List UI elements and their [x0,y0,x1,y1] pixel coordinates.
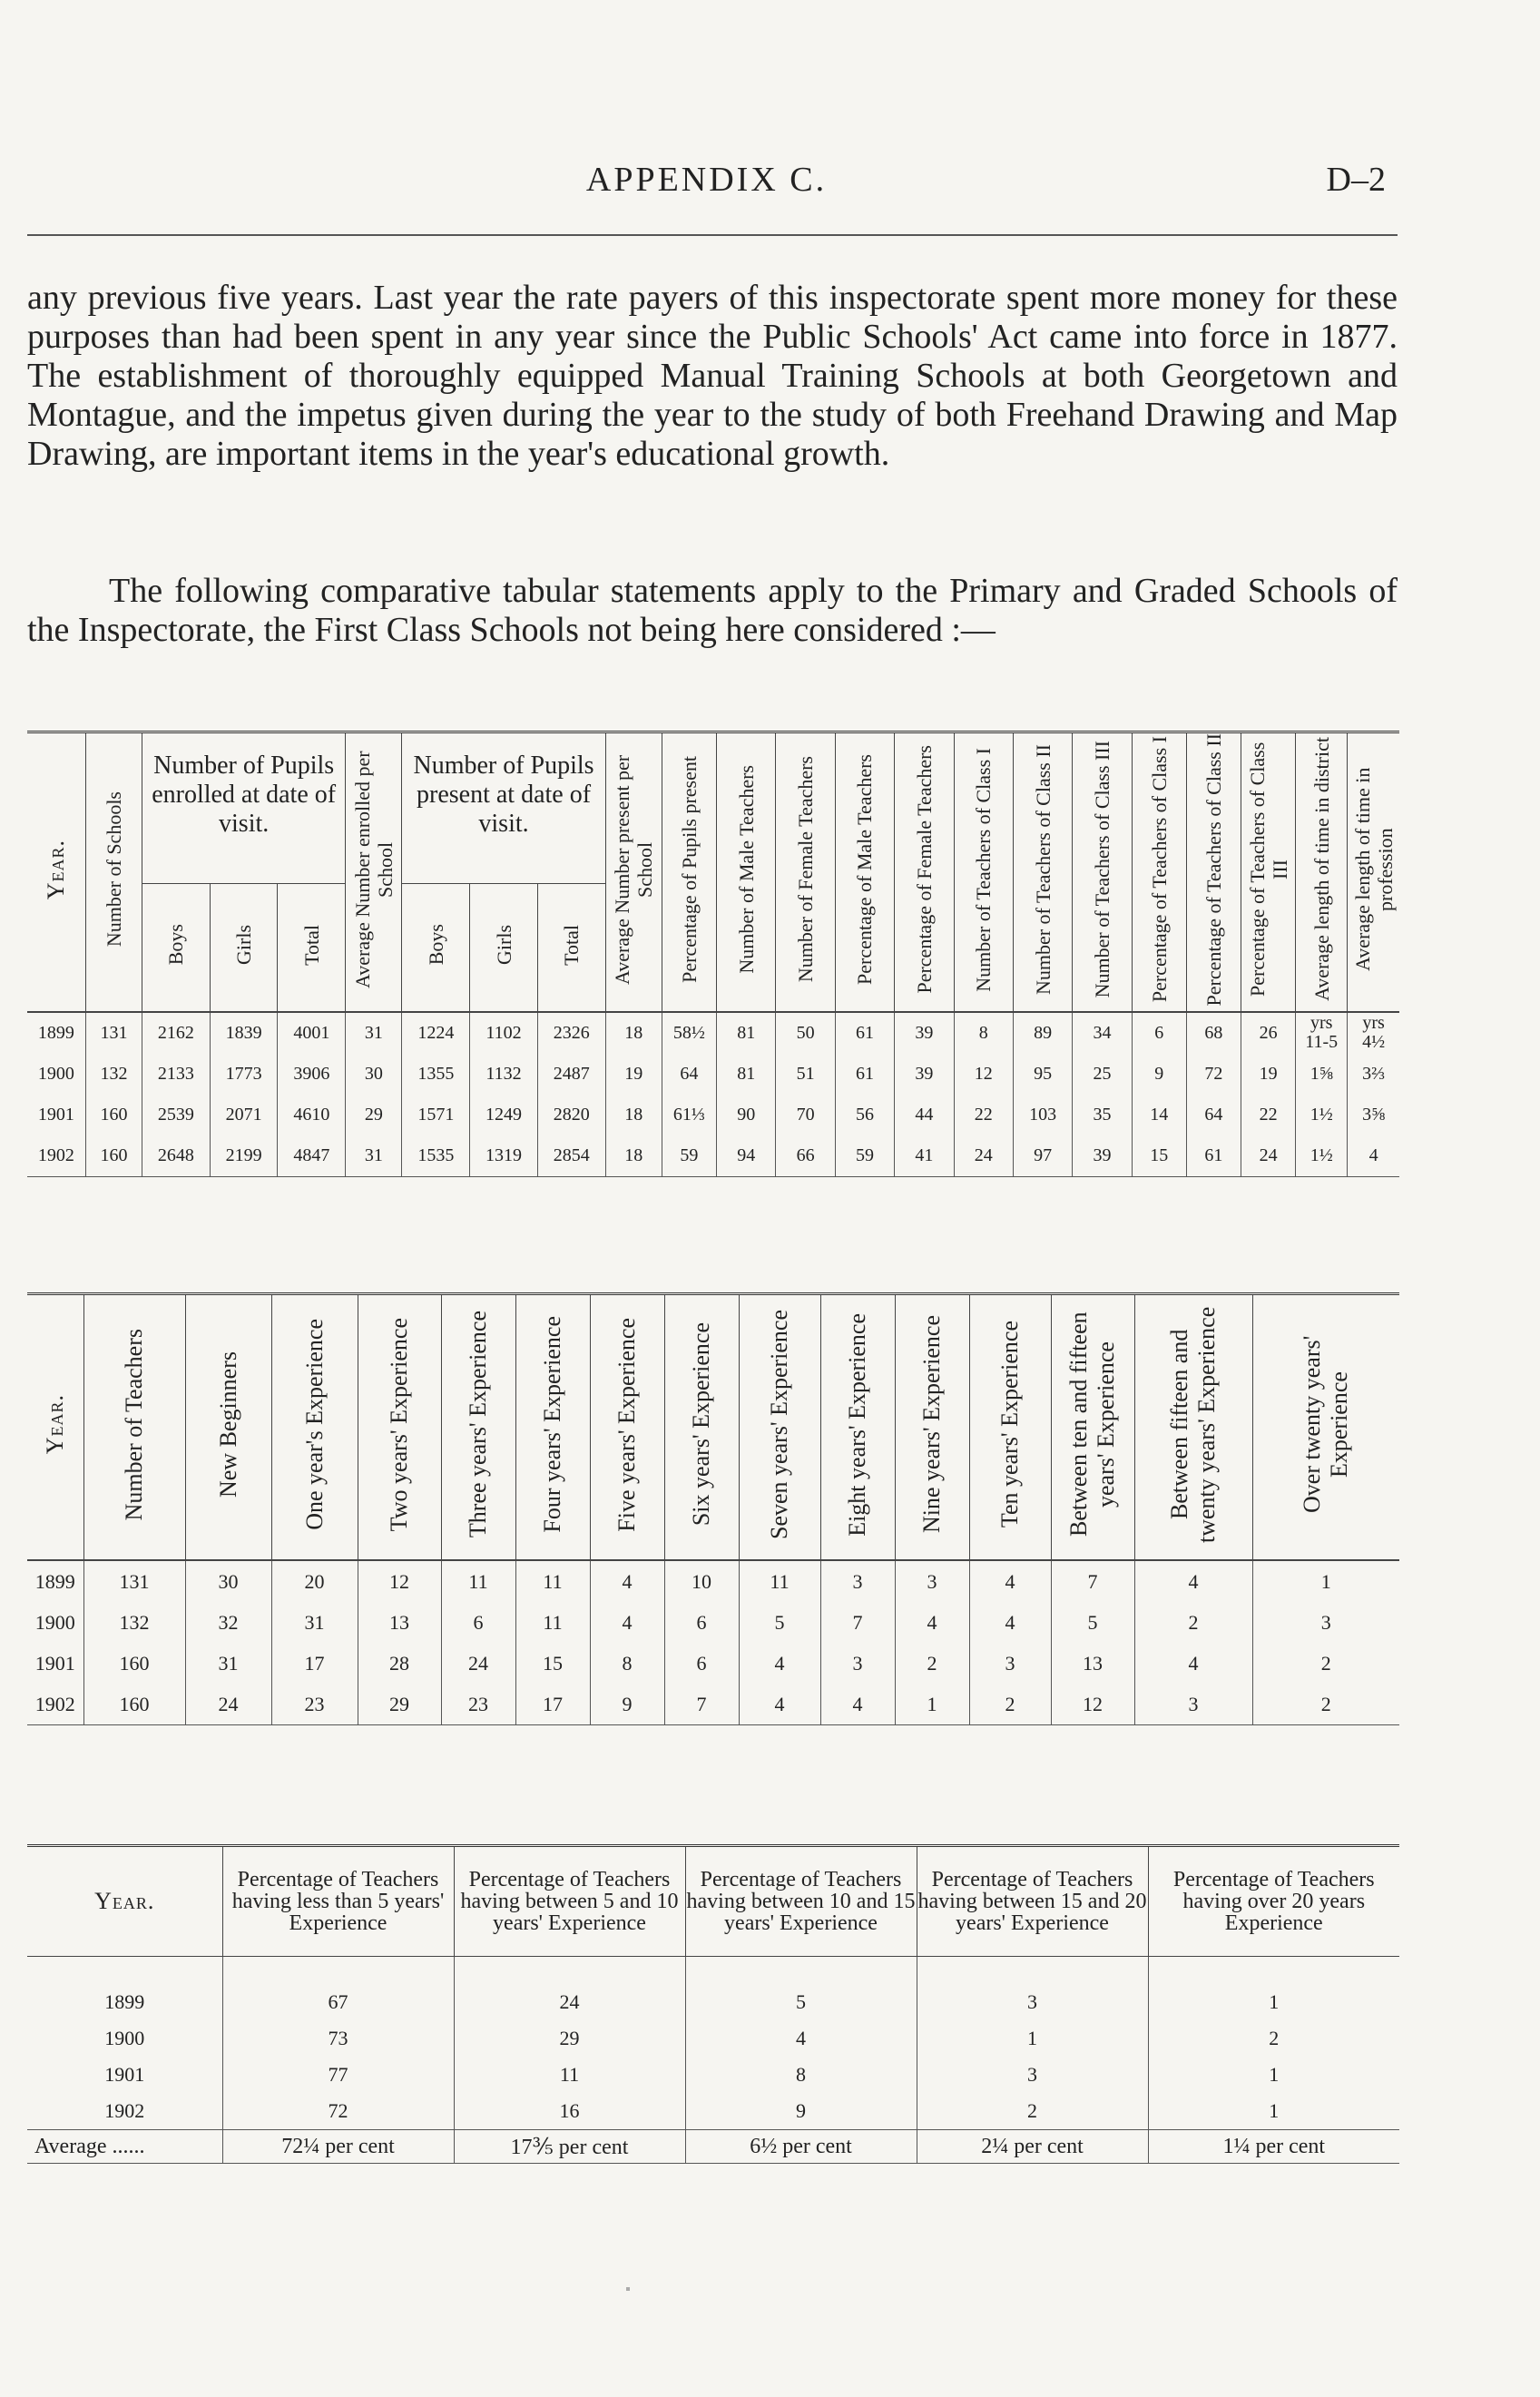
table-row [27,1054,1399,1095]
table-cell: 77 [222,2057,454,2093]
table-cell: 67 [222,1957,454,2021]
table-cell: 29 [358,1684,441,1725]
table-cell: 2071 [210,1095,278,1135]
header-time-profession: Average length of time in profession [1348,732,1399,1013]
table-cell: 61 [835,1012,894,1054]
header-seven-years: Seven years' Experience [739,1294,820,1561]
table-cell: 23 [271,1684,358,1725]
table-row [27,1560,1399,1602]
table-cell: 7 [1051,1560,1134,1602]
table-cell: 32 [185,1602,271,1643]
header-year: Year. [27,1294,83,1561]
statistics-table-schools [27,731,1399,1177]
table-cell: 9 [685,2093,917,2130]
table-cell: 4 [820,1684,895,1725]
unit-label: yrs [1362,1013,1385,1033]
table-cell: 2539 [142,1095,211,1135]
table-cell: 2820 [537,1095,605,1135]
header-enrolled-girls: Girls [210,884,278,1013]
table-cell: 7 [664,1684,739,1725]
table-cell: 50 [776,1012,835,1054]
table-cell: 90 [717,1095,776,1135]
header-class2-pct: Percentage of Teachers of Class II [1186,732,1241,1013]
table-cell: 68 [1186,1012,1241,1054]
table-cell: 4 [1134,1560,1252,1602]
table-cell: 97 [1013,1135,1072,1177]
table-cell: 3⅔ [1348,1054,1399,1095]
table-cell: 3 [895,1560,969,1602]
table-cell: 28 [358,1643,441,1684]
table-cell: 160 [85,1095,142,1135]
paragraph-2: The following comparative tabular statements apply to the Primary and Graded Schools of the Inspectorate, the First Class Schools not being here considered :— [27,572,1398,649]
table-cell: 1900 [104,2027,145,2049]
table-cell: 2854 [537,1135,605,1177]
table-cell: 4610 [278,1095,346,1135]
table-cell: 23 [441,1684,515,1725]
table-cell: 8 [954,1012,1013,1054]
table-cell: 4 [969,1560,1051,1602]
table-cell: 1319 [470,1135,538,1177]
header-ten-years: Ten years' Experience [969,1294,1051,1561]
header-one-year: One year's Experience [271,1294,358,1561]
table-cell: 1899 [34,1569,75,1593]
table-cell: 5 [1051,1602,1134,1643]
table-cell: 18 [605,1012,662,1054]
table-cell: 35 [1073,1095,1132,1135]
header-present-group: Number of Pupils present at date of visit. [402,732,605,884]
table-cell: 8 [590,1643,664,1684]
table-cell: 1902 [27,1135,85,1177]
header-avg-present: Average Number present per School [605,732,662,1013]
table-cell: 39 [895,1012,954,1054]
header-female-teachers: Number of Female Teachers [776,732,835,1013]
table-cell: 3 [1252,1602,1399,1643]
table-cell: 81 [717,1012,776,1054]
table-cell: 2648 [142,1135,211,1177]
table-cell: 26 [1241,1012,1295,1054]
table-cell: 24 [185,1684,271,1725]
table-cell: 4 [969,1602,1051,1643]
header-eight-years: Eight years' Experience [820,1294,895,1561]
table-cell: 103 [1013,1095,1072,1135]
unit-label: yrs [1309,1013,1333,1033]
table-cell: 1224 [402,1012,470,1054]
table-cell: 1535 [402,1135,470,1177]
table-cell: 3 [1134,1684,1252,1725]
header-pct-15-20: Percentage of Teachers having between 15 and 20 years' Experience [917,1846,1148,1957]
table-cell: 31 [346,1135,402,1177]
table-cell: 25 [1073,1054,1132,1095]
header-enrolled-boys: Boys [142,884,211,1013]
header-three-years: Three years' Experience [441,1294,515,1561]
table-cell: 1½ [1296,1135,1348,1177]
table-cell: 73 [222,2020,454,2057]
table-cell: 12 [954,1054,1013,1095]
table-cell: 11 [515,1602,590,1643]
table-cell: 2487 [537,1054,605,1095]
table-cell: 4 [590,1560,664,1602]
table-cell: 3 [820,1560,895,1602]
table-cell: 61⅓ [662,1095,716,1135]
header-rule [27,234,1398,236]
table-cell: 1902 [104,2099,145,2122]
cell-value: 4½ [1362,1032,1386,1052]
table-cell: 61 [835,1054,894,1095]
table-cell: 64 [1186,1095,1241,1135]
table-cell: 4 [1348,1135,1399,1177]
table-cell: 132 [83,1602,185,1643]
table-row [27,1957,1399,2021]
table-cell: 31 [185,1643,271,1684]
table-cell: 132 [85,1054,142,1095]
table-cell: 31 [271,1602,358,1643]
table-cell: 1½ [1296,1095,1348,1135]
table-cell: 1901 [37,1105,74,1125]
appendix-title: APPENDIX C. [585,161,828,199]
table-cell: 4847 [278,1135,346,1177]
table-cell: 11 [454,2057,685,2093]
table-cell: 81 [717,1054,776,1095]
header-pct-over-20: Percentage of Teachers having over 20 years Experience [1148,1846,1399,1957]
table-cell: 4 [739,1684,820,1725]
header-enrolled-group: Number of Pupils enrolled at date of visit. [142,732,346,884]
table-cell: 17⅗ per cent [454,2130,685,2164]
table-cell: 89 [1013,1012,1072,1054]
table-cell [1348,1012,1399,1054]
table-cell: 15 [515,1643,590,1684]
header-number-of-schools: Number of Schools [85,732,142,1013]
header-class3-count: Number of Teachers of Class III [1073,732,1132,1013]
table-cell: 4001 [278,1012,346,1054]
table-cell: 3 [917,1957,1148,2021]
header-present-boys: Boys [402,884,470,1013]
table-cell: 59 [662,1135,716,1177]
table-cell: 72¼ per cent [222,2130,454,2164]
table-cell: 1773 [210,1054,278,1095]
table-cell: 3 [969,1643,1051,1684]
table-cell: 1900 [37,1064,74,1084]
header-male-teachers: Number of Male Teachers [717,732,776,1013]
header-pct-male: Percentage of Male Teachers [835,732,894,1013]
header-class2-count: Number of Teachers of Class II [1013,732,1072,1013]
table-row [27,2093,1399,2130]
table-cell: 7 [820,1602,895,1643]
table-cell: 11 [515,1560,590,1602]
table-cell: 94 [717,1135,776,1177]
table-cell: 70 [776,1095,835,1135]
table-cell: 24 [454,1957,685,2021]
table-cell: 2 [969,1684,1051,1725]
table-cell: 9 [1132,1054,1186,1095]
table-cell: 18 [605,1095,662,1135]
table-cell: 1571 [402,1095,470,1135]
table-cell: 1132 [470,1054,538,1095]
table-row [27,1684,1399,1725]
table-cell: 19 [1241,1054,1295,1095]
table-row [27,1012,1399,1054]
table-cell: 3⅝ [1348,1095,1399,1135]
table-cell: 2 [917,2093,1148,2130]
table-cell: 44 [895,1095,954,1135]
table-cell: 31 [346,1012,402,1054]
table-cell: 5 [739,1602,820,1643]
table-cell: 29 [346,1095,402,1135]
table-cell: 34 [1073,1012,1132,1054]
table-cell: 64 [662,1054,716,1095]
table-cell: 4 [895,1602,969,1643]
table-row [27,1643,1399,1684]
table-cell: 12 [358,1560,441,1602]
table-cell: 3 [917,2057,1148,2093]
table-cell: 16 [454,2093,685,2130]
table-cell: 1 [1252,1560,1399,1602]
header-six-years: Six years' Experience [664,1294,739,1561]
table-cell: 15 [1132,1135,1186,1177]
table-cell: 2¼ per cent [917,2130,1148,2164]
header-present-total: Total [537,884,605,1013]
table-cell: 20 [271,1560,358,1602]
header-pct-10-15: Percentage of Teachers having between 10 and 15 years' Experience [685,1846,917,1957]
table-cell: 10 [664,1560,739,1602]
table-cell: 1 [1148,1957,1399,2021]
table-cell: 30 [346,1054,402,1095]
table-cell: 160 [85,1135,142,1177]
header-class3-pct: Percentage of Teachers of Class III [1241,732,1295,1013]
table-cell: 6 [441,1602,515,1643]
table-cell: 4 [590,1602,664,1643]
header-pct-female: Percentage of Female Teachers [895,732,954,1013]
average-label: Average ...... [27,2130,222,2164]
table-cell: 1 [895,1684,969,1725]
table-cell: 1 [1148,2057,1399,2093]
table-cell: 95 [1013,1054,1072,1095]
table-cell: 2 [895,1643,969,1684]
table-cell: 3 [820,1643,895,1684]
header-nine-years: Nine years' Experience [895,1294,969,1561]
header-ten-to-fifteen: Between ten and fifteen years' Experience [1051,1294,1134,1561]
table-row [27,2057,1399,2093]
table-cell: 6 [1132,1012,1186,1054]
table-cell: 2133 [142,1054,211,1095]
table-cell: 17 [515,1684,590,1725]
table-cell: 160 [83,1643,185,1684]
table-row [27,1602,1399,1643]
table-cell: 1899 [104,1990,145,2013]
table-cell: 66 [776,1135,835,1177]
table-cell [1296,1012,1348,1054]
table-cell: 2 [1252,1684,1399,1725]
table-cell: 2162 [142,1012,211,1054]
header-class1-pct: Percentage of Teachers of Class I [1132,732,1186,1013]
table-cell: 2 [1148,2020,1399,2057]
table-cell: 1⅝ [1296,1054,1348,1095]
page-header [27,160,1386,214]
table-cell: 1902 [27,1684,83,1725]
table-cell: 8 [685,2057,917,2093]
table-cell: 58½ [662,1012,716,1054]
header-present-girls: Girls [470,884,538,1013]
header-fifteen-to-twenty: Between fifteen and twenty years' Experience [1134,1294,1252,1561]
table-cell: 6 [664,1643,739,1684]
header-four-years: Four years' Experience [515,1294,590,1561]
table-cell: 2 [1134,1602,1252,1643]
header-year: Year. [27,732,85,1013]
header-five-years: Five years' Experience [590,1294,664,1561]
table-cell: 4 [739,1643,820,1684]
header-new-beginners: New Beginners [185,1294,271,1561]
table-cell: 9 [590,1684,664,1725]
table-cell: 1839 [210,1012,278,1054]
table-cell: 22 [954,1095,1013,1135]
table-row [27,1135,1399,1177]
teacher-experience-table [27,1292,1399,1725]
page-number: D–2 [1326,161,1386,199]
table-cell: 72 [222,2093,454,2130]
table-cell: 29 [454,2020,685,2057]
table-cell: 14 [1132,1095,1186,1135]
table-row [27,1095,1399,1135]
table-cell: 1¼ per cent [1148,2130,1399,2164]
experience-percentage-table [27,1844,1399,2164]
table-cell: 5 [685,1957,917,2021]
table-cell: 1 [1148,2093,1399,2130]
table-cell: 61 [1186,1135,1241,1177]
table-cell: 24 [1241,1135,1295,1177]
table-cell: 6 [664,1602,739,1643]
paragraph-1: any previous five years. Last year the rate payers of this inspectorate spent more money for these purposes than had been spent in any year since the Public Schools' Act came into force in 1877. The establishment of thoroughly equipped Manual Training Schools at both Georgetown and Montague, and the impetus given during the year to the study of both Freehand Drawing and Map Drawing, are important items in the year's educational growth. [27,279,1398,473]
table-cell: 4 [1134,1643,1252,1684]
table-cell: 131 [85,1012,142,1054]
header-enrolled-total: Total [278,884,346,1013]
table-cell: 1900 [34,1610,75,1634]
table-cell: 6½ per cent [685,2130,917,2164]
header-number-of-teachers: Number of Teachers [83,1294,185,1561]
table-cell: 24 [954,1135,1013,1177]
table-cell: 41 [895,1135,954,1177]
table-cell: 1899 [37,1023,74,1043]
header-class1-count: Number of Teachers of Class I [954,732,1013,1013]
table-cell: 11 [441,1560,515,1602]
scan-speck [626,2287,630,2291]
average-row [27,2130,1399,2164]
header-time-district: Average length of time in district [1296,732,1348,1013]
table-cell: 2326 [537,1012,605,1054]
table-cell: 56 [835,1095,894,1135]
table-cell: 160 [83,1684,185,1725]
header-pct-present: Percentage of Pupils present [662,732,716,1013]
header-pct-5-10: Percentage of Teachers having between 5 and 10 years' Experience [454,1846,685,1957]
table-cell: 1901 [104,2063,145,2086]
table-cell: 1 [917,2020,1148,2057]
table-cell: 30 [185,1560,271,1602]
header-over-twenty: Over twenty years' Experience [1252,1294,1399,1561]
table-cell: 1102 [470,1012,538,1054]
table-cell: 4 [685,2020,917,2057]
header-two-years: Two years' Experience [358,1294,441,1561]
table-cell: 2 [1252,1643,1399,1684]
table-cell: 72 [1186,1054,1241,1095]
cell-value: 11-5 [1305,1032,1339,1052]
table-cell: 39 [895,1054,954,1095]
header-avg-enrolled: Average Number enrolled per School [346,732,402,1013]
table-cell: 39 [1073,1135,1132,1177]
table-cell: 1901 [34,1651,75,1675]
table-cell: 24 [441,1643,515,1684]
table-cell: 17 [271,1643,358,1684]
table-row [27,2020,1399,2057]
table-cell: 3906 [278,1054,346,1095]
table-cell: 1355 [402,1054,470,1095]
table-cell: 12 [1051,1684,1134,1725]
table-cell: 2199 [210,1135,278,1177]
table-cell: 13 [358,1602,441,1643]
table-cell: 13 [1051,1643,1134,1684]
header-pct-under-5: Percentage of Teachers having less than 5 years' Experience [222,1846,454,1957]
table-cell: 59 [835,1135,894,1177]
table-cell: 18 [605,1135,662,1177]
table-cell: 19 [605,1054,662,1095]
table-cell: 1249 [470,1095,538,1135]
table-cell: 51 [776,1054,835,1095]
table-cell: 11 [739,1560,820,1602]
table-cell: 131 [83,1560,185,1602]
table-cell: 22 [1241,1095,1295,1135]
header-year: Year. [27,1846,222,1957]
